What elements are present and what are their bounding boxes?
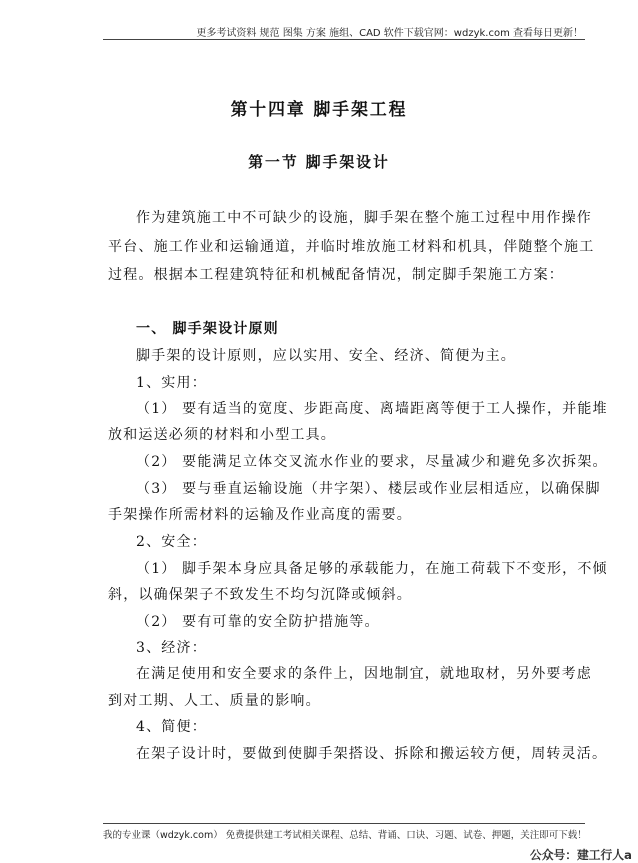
intro-line-1: 作为建筑施工中不可缺少的设施，脚手架在整个施工过程中用作操作 bbox=[136, 210, 592, 226]
page-footer: 我的专业课（wdzyk.com） 免费提供建工考试相关课程、总结、背诵、口诀、习题、试卷、押题，关注即可下载！ bbox=[103, 830, 587, 841]
body-line: （2） 要有可靠的安全防护措施等。 bbox=[136, 614, 380, 630]
watermark: 公众号：建工行人a bbox=[529, 848, 632, 862]
intro-line-2: 平台、施工作业和运输通道，并临时堆放施工材料和机具，伴随整个施工 bbox=[108, 239, 595, 255]
page-header: 更多考试资料 规范 图集 方案 施组、CAD 软件下载官网：wdzyk.com 查看每日更新！ bbox=[196, 28, 583, 39]
body-line: （1） 要有适当的宽度、步距高度、离墙距离等便于工人操作，并能堆 bbox=[136, 401, 608, 417]
body-line: （1） 脚手架本身应具备足够的承载能力，在施工荷载下不变形，不倾 bbox=[136, 561, 608, 577]
subheading-simplicity: 4、简便： bbox=[136, 719, 207, 735]
body-line: （2） 要能满足立体交叉流水作业的要求，尽量减少和避免多次拆架。 bbox=[136, 454, 608, 470]
body-line: 斜，以确保架子不致发生不均匀沉降或倾斜。 bbox=[108, 587, 412, 603]
body-line: 放和运送必须的材料和小型工具。 bbox=[108, 427, 336, 443]
subheading-safety: 2、安全： bbox=[136, 534, 207, 550]
body-line: 在架子设计时，要做到使脚手架搭设、拆除和搬运较方便，周转灵活。 bbox=[136, 746, 608, 762]
intro-line-3: 过程。根据本工程建筑特征和机械配备情况，制定脚手架施工方案： bbox=[108, 267, 564, 283]
body-line: 在满足使用和安全要求的条件上，因地制宜，就地取材，另外要考虑 bbox=[136, 666, 592, 682]
header-divider bbox=[103, 39, 585, 40]
chapter-title: 第十四章 脚手架工程 bbox=[230, 99, 408, 119]
body-line: 手架操作所需材料的运输及作业高度的需要。 bbox=[108, 507, 412, 523]
subheading-economy: 3、经济： bbox=[136, 640, 207, 656]
body-line: （3） 要与垂直运输设施（井字架）、楼层或作业层相适应，以确保脚 bbox=[136, 481, 601, 497]
subheading-practical: 1、实用： bbox=[136, 375, 207, 391]
body-line: 脚手架的设计原则，应以实用、安全、经济、简便为主。 bbox=[136, 348, 516, 364]
body-line: 到对工期、人工、质量的影响。 bbox=[108, 693, 321, 709]
footer-divider bbox=[103, 823, 585, 824]
heading-design-principles: 一、 脚手架设计原则 bbox=[136, 321, 279, 337]
section-title: 第一节 脚手架设计 bbox=[248, 154, 390, 171]
